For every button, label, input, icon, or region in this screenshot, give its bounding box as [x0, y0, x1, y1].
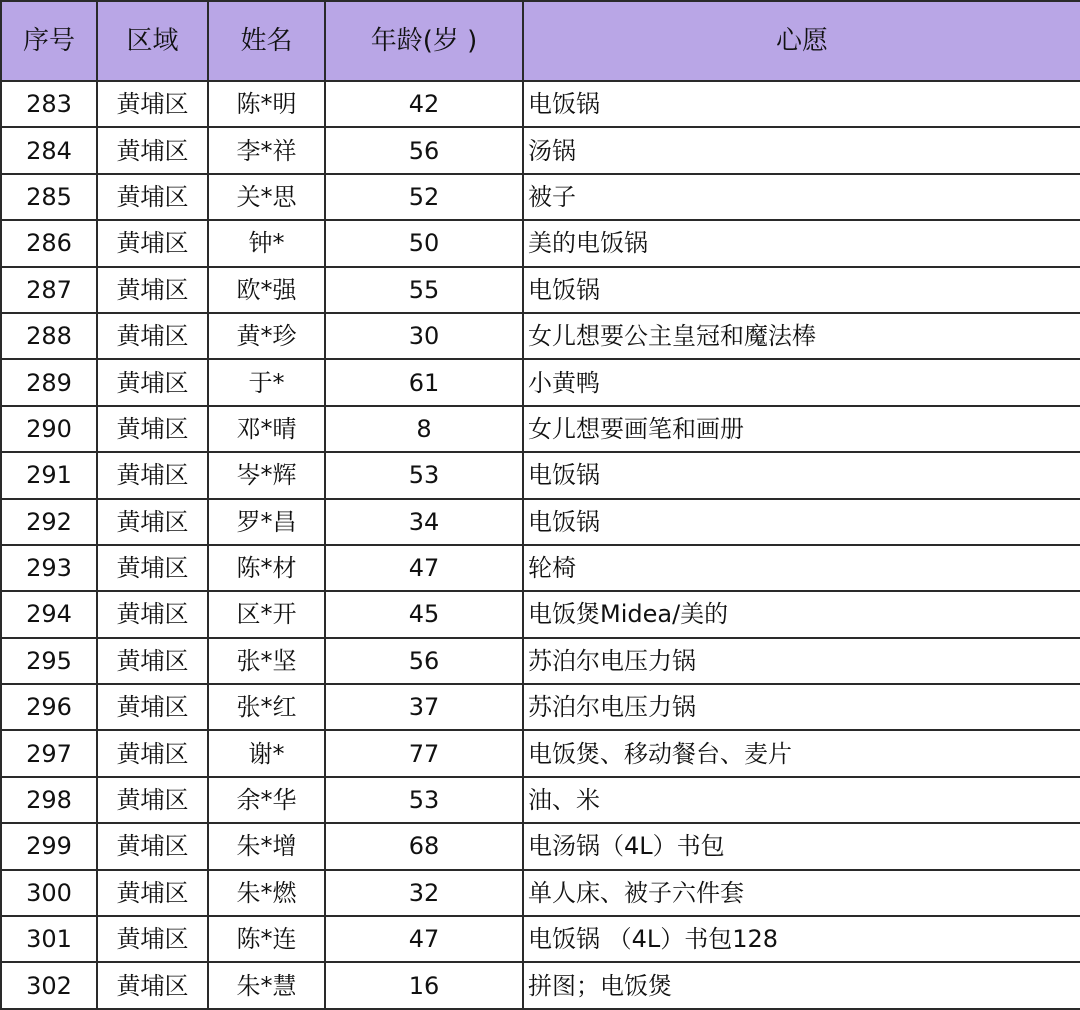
- cell-age: 30: [325, 313, 523, 359]
- cell-seq: 290: [1, 406, 97, 452]
- table-row: [1, 823, 1080, 869]
- cell-seq: 292: [1, 499, 97, 545]
- cell-wish: 女儿想要公主皇冠和魔法棒: [523, 313, 1080, 359]
- cell-district: 黄埔区: [97, 220, 208, 266]
- cell-seq: 283: [1, 81, 97, 127]
- cell-wish: 电饭锅: [523, 81, 1080, 127]
- cell-name: 朱*慧: [208, 962, 325, 1009]
- cell-district: 黄埔区: [97, 916, 208, 962]
- cell-wish: 拼图；电饭煲: [523, 962, 1080, 1009]
- table-row: [1, 359, 1080, 405]
- cell-district: 黄埔区: [97, 313, 208, 359]
- cell-district: 黄埔区: [97, 406, 208, 452]
- cell-wish: 电饭锅: [523, 267, 1080, 313]
- cell-wish: 单人床、被子六件套: [523, 870, 1080, 916]
- cell-age: 34: [325, 499, 523, 545]
- table-body: [1, 81, 1080, 1009]
- header-wish: 心愿: [523, 1, 1080, 81]
- table-row: [1, 684, 1080, 730]
- cell-district: 黄埔区: [97, 81, 208, 127]
- cell-district: 黄埔区: [97, 870, 208, 916]
- cell-age: 56: [325, 638, 523, 684]
- cell-name: 陈*连: [208, 916, 325, 962]
- cell-wish: 电饭煲Midea/美的: [523, 591, 1080, 637]
- cell-name: 张*坚: [208, 638, 325, 684]
- table-row: [1, 81, 1080, 127]
- cell-wish: 美的电饭锅: [523, 220, 1080, 266]
- cell-name: 朱*燃: [208, 870, 325, 916]
- cell-seq: 291: [1, 452, 97, 498]
- cell-name: 邓*晴: [208, 406, 325, 452]
- table-header: [1, 1, 1080, 81]
- cell-district: 黄埔区: [97, 823, 208, 869]
- cell-name: 张*红: [208, 684, 325, 730]
- cell-wish: 电饭锅: [523, 452, 1080, 498]
- cell-district: 黄埔区: [97, 684, 208, 730]
- table-row: [1, 313, 1080, 359]
- cell-age: 52: [325, 174, 523, 220]
- table-row: [1, 127, 1080, 173]
- header-seq: 序号: [1, 1, 97, 81]
- cell-seq: 286: [1, 220, 97, 266]
- cell-age: 68: [325, 823, 523, 869]
- cell-seq: 296: [1, 684, 97, 730]
- cell-district: 黄埔区: [97, 730, 208, 776]
- cell-seq: 300: [1, 870, 97, 916]
- cell-wish: 小黄鸭: [523, 359, 1080, 405]
- cell-seq: 295: [1, 638, 97, 684]
- table-row: [1, 499, 1080, 545]
- header-age: 年龄(岁 ): [325, 1, 523, 81]
- cell-name: 陈*明: [208, 81, 325, 127]
- cell-age: 47: [325, 545, 523, 591]
- cell-age: 55: [325, 267, 523, 313]
- table-row: [1, 777, 1080, 823]
- cell-age: 50: [325, 220, 523, 266]
- cell-wish: 女儿想要画笔和画册: [523, 406, 1080, 452]
- cell-seq: 284: [1, 127, 97, 173]
- cell-district: 黄埔区: [97, 267, 208, 313]
- cell-wish: 汤锅: [523, 127, 1080, 173]
- cell-age: 8: [325, 406, 523, 452]
- cell-name: 关*思: [208, 174, 325, 220]
- cell-name: 岑*辉: [208, 452, 325, 498]
- cell-name: 罗*昌: [208, 499, 325, 545]
- cell-wish: 被子: [523, 174, 1080, 220]
- cell-seq: 294: [1, 591, 97, 637]
- cell-district: 黄埔区: [97, 359, 208, 405]
- cell-age: 42: [325, 81, 523, 127]
- cell-age: 32: [325, 870, 523, 916]
- cell-district: 黄埔区: [97, 499, 208, 545]
- table-row: [1, 962, 1080, 1009]
- cell-age: 53: [325, 777, 523, 823]
- table-row: [1, 220, 1080, 266]
- cell-district: 黄埔区: [97, 962, 208, 1009]
- cell-name: 朱*增: [208, 823, 325, 869]
- cell-seq: 293: [1, 545, 97, 591]
- cell-age: 45: [325, 591, 523, 637]
- table-row: [1, 174, 1080, 220]
- table-row: [1, 406, 1080, 452]
- cell-age: 16: [325, 962, 523, 1009]
- cell-name: 欧*强: [208, 267, 325, 313]
- table-row: [1, 916, 1080, 962]
- cell-age: 53: [325, 452, 523, 498]
- cell-seq: 299: [1, 823, 97, 869]
- cell-wish: 苏泊尔电压力锅: [523, 638, 1080, 684]
- header-name: 姓名: [208, 1, 325, 81]
- cell-district: 黄埔区: [97, 174, 208, 220]
- cell-age: 61: [325, 359, 523, 405]
- cell-seq: 301: [1, 916, 97, 962]
- cell-name: 谢*: [208, 730, 325, 776]
- cell-seq: 302: [1, 962, 97, 1009]
- table-row: [1, 591, 1080, 637]
- cell-name: 余*华: [208, 777, 325, 823]
- cell-seq: 288: [1, 313, 97, 359]
- header-district: 区域: [97, 1, 208, 81]
- table-row: [1, 638, 1080, 684]
- cell-district: 黄埔区: [97, 591, 208, 637]
- cell-wish: 电汤锅（4L）书包: [523, 823, 1080, 869]
- cell-name: 区*开: [208, 591, 325, 637]
- cell-age: 56: [325, 127, 523, 173]
- cell-wish: 轮椅: [523, 545, 1080, 591]
- cell-district: 黄埔区: [97, 545, 208, 591]
- cell-seq: 297: [1, 730, 97, 776]
- cell-seq: 287: [1, 267, 97, 313]
- table-row: [1, 730, 1080, 776]
- cell-district: 黄埔区: [97, 777, 208, 823]
- cell-name: 李*祥: [208, 127, 325, 173]
- cell-age: 47: [325, 916, 523, 962]
- header-row: [1, 1, 1080, 81]
- table-row: [1, 545, 1080, 591]
- cell-seq: 285: [1, 174, 97, 220]
- cell-name: 黄*珍: [208, 313, 325, 359]
- cell-district: 黄埔区: [97, 452, 208, 498]
- cell-age: 77: [325, 730, 523, 776]
- cell-wish: 电饭锅 （4L）书包128: [523, 916, 1080, 962]
- cell-name: 于*: [208, 359, 325, 405]
- cell-district: 黄埔区: [97, 638, 208, 684]
- cell-wish: 油、米: [523, 777, 1080, 823]
- table-row: [1, 267, 1080, 313]
- table-row: [1, 870, 1080, 916]
- cell-wish: 电饭煲、移动餐台、麦片: [523, 730, 1080, 776]
- cell-seq: 298: [1, 777, 97, 823]
- cell-name: 钟*: [208, 220, 325, 266]
- cell-district: 黄埔区: [97, 127, 208, 173]
- cell-age: 37: [325, 684, 523, 730]
- cell-wish: 电饭锅: [523, 499, 1080, 545]
- cell-wish: 苏泊尔电压力锅: [523, 684, 1080, 730]
- cell-seq: 289: [1, 359, 97, 405]
- table-row: [1, 452, 1080, 498]
- cell-name: 陈*材: [208, 545, 325, 591]
